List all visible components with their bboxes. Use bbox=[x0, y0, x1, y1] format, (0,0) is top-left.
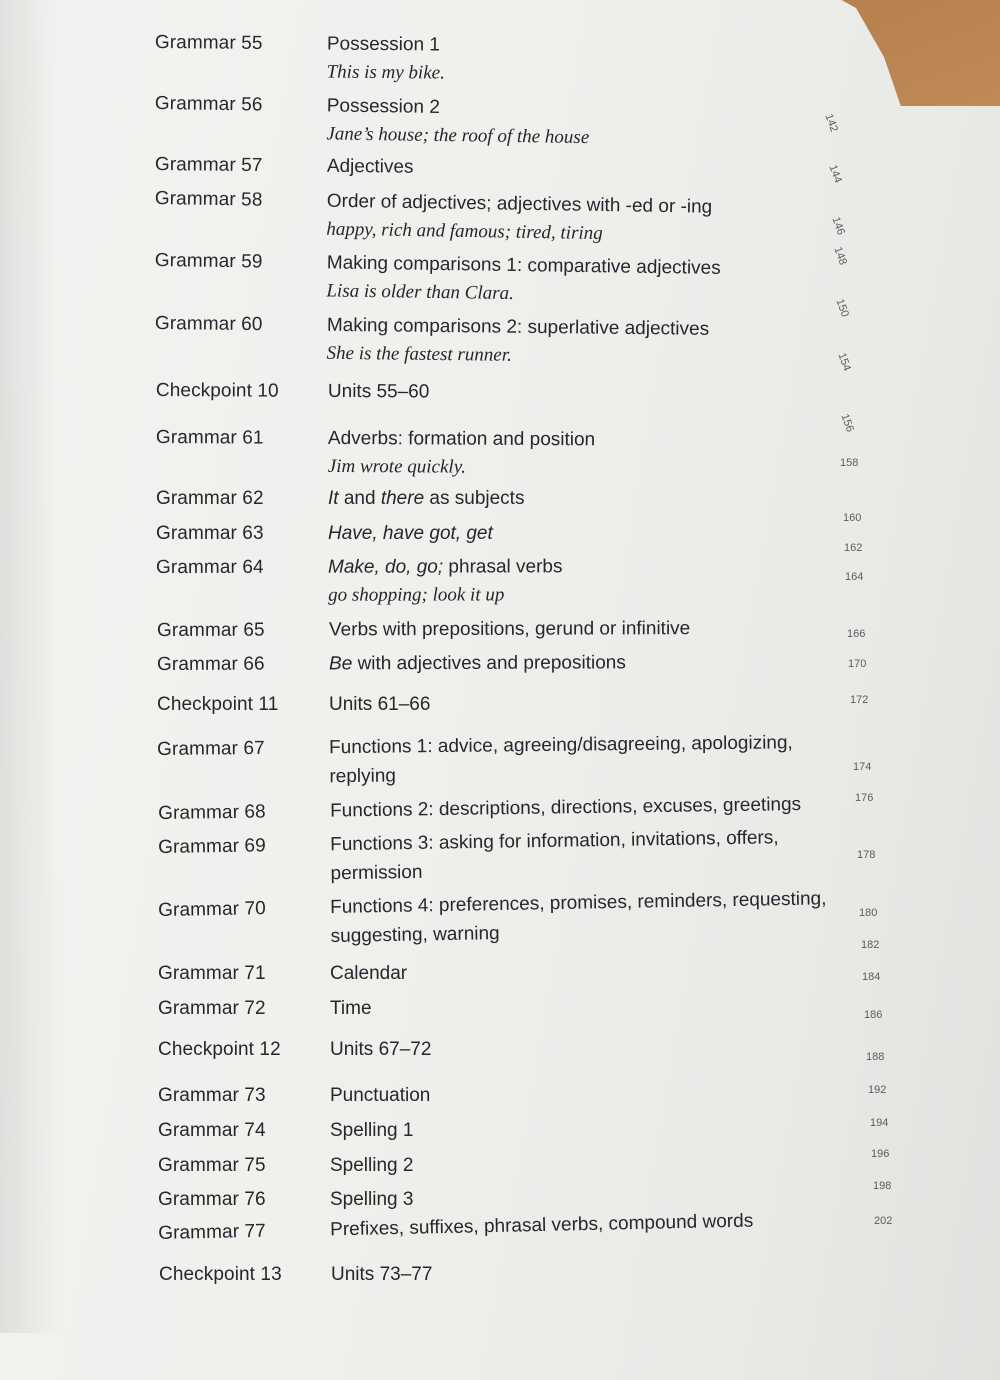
toc-entry-example: happy, rich and famous; tired, tiring bbox=[326, 218, 603, 245]
page-number: 142 bbox=[822, 112, 840, 134]
page-number: 188 bbox=[866, 1051, 885, 1063]
toc-entry-label: Grammar 55 bbox=[154, 32, 263, 54]
page-number: 144 bbox=[826, 163, 844, 185]
toc-entry-title: Units 73–77 bbox=[331, 1264, 433, 1285]
page-number: 194 bbox=[870, 1117, 889, 1129]
toc-entry-title-text: and bbox=[338, 488, 381, 509]
toc-entry-title-text: as subjects bbox=[424, 488, 525, 509]
page-number: 160 bbox=[843, 512, 862, 524]
toc-entry-label: Grammar 70 bbox=[158, 898, 266, 921]
toc-entry-title-italic: It bbox=[328, 488, 339, 509]
toc-entry-title-italic: there bbox=[380, 488, 425, 509]
toc-entry-title bbox=[328, 556, 563, 578]
toc-entry-title: Punctuation bbox=[330, 1085, 431, 1106]
toc-entry-example: Lisa is older than Clara. bbox=[326, 280, 514, 305]
toc-entry-title: Spelling 2 bbox=[330, 1155, 414, 1176]
page-number: 174 bbox=[853, 761, 872, 773]
toc-entry-title: Units 61–66 bbox=[329, 694, 431, 715]
page-number: 158 bbox=[840, 457, 859, 469]
toc-entry-label: Grammar 58 bbox=[154, 188, 263, 211]
toc-entry-title: Units 55–60 bbox=[327, 380, 430, 403]
toc-entry-label: Grammar 68 bbox=[158, 801, 266, 824]
toc-entry-title-italic: Have, have got, get bbox=[328, 523, 493, 544]
toc-entry-label: Grammar 75 bbox=[158, 1155, 266, 1176]
page-number: 184 bbox=[862, 971, 881, 983]
toc-entry-label: Grammar 65 bbox=[157, 619, 265, 641]
toc-entry-title: Calendar bbox=[330, 963, 408, 984]
toc-entry-label: Grammar 71 bbox=[158, 963, 266, 984]
page-number: 180 bbox=[859, 907, 878, 919]
toc-entry-title: Possession 1 bbox=[326, 33, 441, 56]
toc-entry-title: Prefixes, suffixes, phrasal verbs, compound words bbox=[329, 1210, 754, 1241]
toc-entry-label: Checkpoint 13 bbox=[159, 1264, 282, 1285]
toc-entry-example: This is my bike. bbox=[326, 61, 445, 84]
toc-entry-label: Grammar 60 bbox=[154, 313, 263, 336]
page-number: 186 bbox=[864, 1009, 883, 1021]
page-number: 146 bbox=[829, 215, 847, 237]
toc-entry-label: Grammar 62 bbox=[156, 488, 264, 509]
toc-entry-title: Making comparisons 2: superlative adjectives bbox=[326, 314, 710, 340]
toc-entry-title: Adjectives bbox=[326, 155, 414, 178]
toc-entry-label: Grammar 64 bbox=[156, 556, 264, 578]
page-number: 162 bbox=[844, 542, 863, 554]
toc-entry-example: go shopping; look it up bbox=[328, 584, 505, 606]
toc-entry-title-text: with adjectives and prepositions bbox=[352, 652, 626, 675]
toc-entry-example: Jim wrote quickly. bbox=[327, 455, 466, 478]
toc-entry-title: Making comparisons 1: comparative adjectives bbox=[326, 252, 721, 279]
toc-entry-label: Grammar 56 bbox=[154, 93, 263, 116]
toc-entry-label: Checkpoint 10 bbox=[155, 380, 279, 402]
page-number: 198 bbox=[873, 1180, 892, 1192]
page-number: 178 bbox=[857, 849, 876, 861]
toc-entry-label: Grammar 73 bbox=[158, 1085, 266, 1106]
toc-entry-label: Grammar 57 bbox=[154, 154, 263, 177]
toc-entry-label: Checkpoint 12 bbox=[158, 1039, 281, 1060]
toc-entry-title: Time bbox=[330, 998, 372, 1019]
page-number: 202 bbox=[874, 1215, 893, 1227]
toc-entry-title-continued: permission bbox=[330, 861, 423, 885]
toc-entry-example: Jane’s house; the roof of the house bbox=[326, 123, 590, 149]
toc-entry-label: Grammar 74 bbox=[158, 1120, 266, 1141]
page-number: 172 bbox=[850, 694, 869, 706]
toc-entry-label: Grammar 59 bbox=[154, 250, 263, 273]
toc-entry-title: Possession 2 bbox=[326, 95, 440, 118]
toc-entry-title-continued: replying bbox=[329, 765, 397, 788]
page-number: 150 bbox=[833, 297, 851, 319]
toc-entry-title: Spelling 1 bbox=[330, 1120, 414, 1141]
toc-entry-title: Functions 4: preferences, promises, reminders, requesting, bbox=[329, 888, 827, 918]
page-number: 196 bbox=[871, 1148, 890, 1160]
toc-entry-title: Adverbs: formation and position bbox=[327, 427, 596, 451]
toc-entry-label: Grammar 76 bbox=[158, 1189, 266, 1210]
toc-entry-title-continued: suggesting, warning bbox=[330, 923, 500, 947]
toc-entry-label: Grammar 67 bbox=[157, 737, 265, 760]
toc-entry-title bbox=[328, 488, 524, 510]
toc-entry-title-text: phrasal verbs bbox=[443, 556, 563, 578]
toc-entry-title: Functions 3: asking for information, invitations, offers, bbox=[329, 827, 779, 856]
toc-entry-title: Order of adjectives; adjectives with -ed or -ing bbox=[326, 190, 713, 218]
page-number: 176 bbox=[855, 792, 874, 804]
toc-entry-title-italic: Make, do, go; bbox=[327, 556, 444, 578]
toc-entry-label: Grammar 61 bbox=[155, 427, 264, 449]
toc-entry-example: She is the fastest runner. bbox=[326, 342, 512, 366]
page-number: 148 bbox=[831, 245, 849, 267]
toc-entry-label: Grammar 69 bbox=[158, 835, 266, 858]
toc-entry-title: Functions 2: descriptions, directions, excuses, greetings bbox=[329, 794, 802, 822]
toc-entry-title bbox=[329, 652, 626, 675]
toc-entry-title-italic: Be bbox=[328, 653, 353, 675]
page-number: 156 bbox=[838, 412, 856, 434]
toc-entry-title: Verbs with prepositions, gerund or infinitive bbox=[328, 618, 691, 641]
page-number: 166 bbox=[847, 628, 866, 640]
toc-entry-title bbox=[328, 523, 493, 545]
toc-entry-label: Grammar 66 bbox=[157, 653, 265, 675]
page-number: 182 bbox=[861, 939, 880, 951]
page-number: 170 bbox=[848, 658, 867, 670]
page-number: 164 bbox=[845, 571, 864, 583]
toc-entry-label: Grammar 72 bbox=[158, 998, 266, 1019]
toc-entry-title: Units 67–72 bbox=[330, 1039, 432, 1060]
toc-entry-label: Checkpoint 11 bbox=[157, 694, 279, 715]
page-number: 154 bbox=[835, 351, 853, 373]
page-number: 192 bbox=[868, 1084, 887, 1096]
toc-entry-label: Grammar 77 bbox=[158, 1220, 267, 1244]
toc-entry-label: Grammar 63 bbox=[156, 523, 264, 544]
toc-entry-title: Spelling 3 bbox=[330, 1189, 414, 1210]
toc-entry-title: Functions 1: advice, agreeing/disagreeing, apologizing, bbox=[328, 732, 793, 759]
